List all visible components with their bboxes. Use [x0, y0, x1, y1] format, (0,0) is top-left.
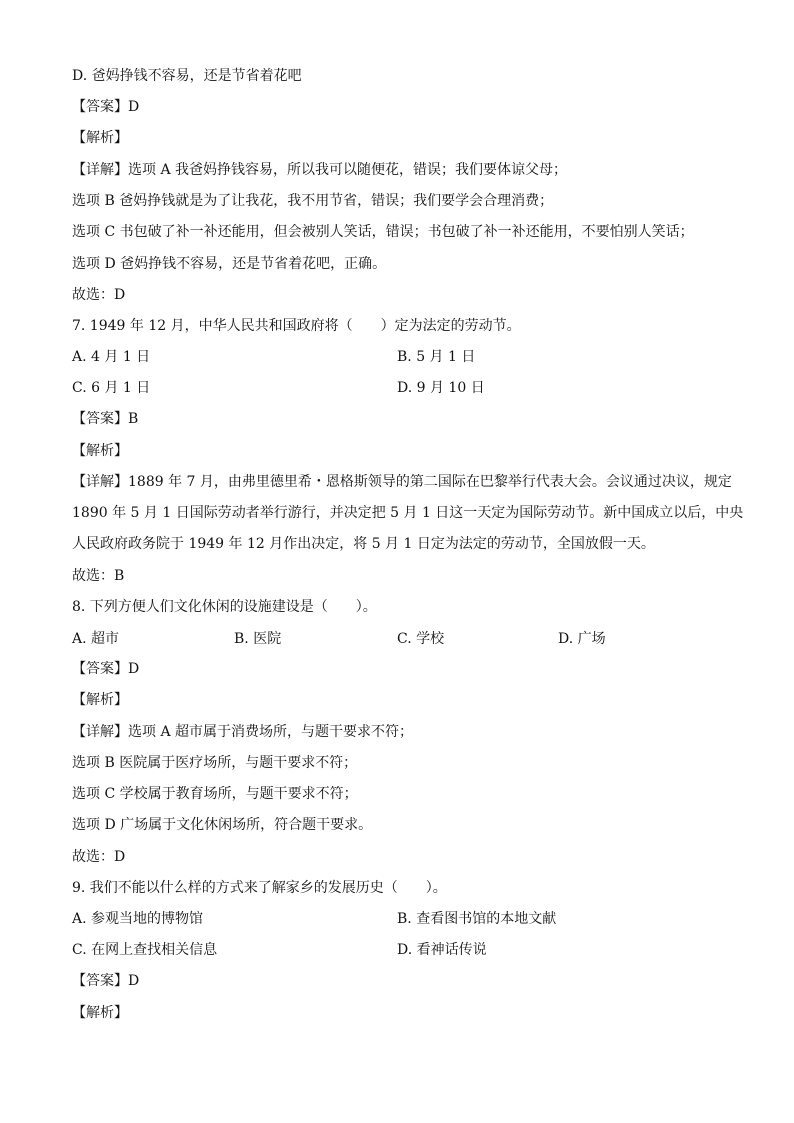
q8-detail-line: 【详解】选项 A 超市属于消费场所，与题干要求不符； — [72, 724, 414, 740]
q7-stem: 7. 1949 年 12 月，中华人民共和国政府将（ ）定为法定的劳动节。 — [72, 318, 521, 334]
q8-answer: 【答案】D — [72, 661, 140, 677]
q6-answer: 【答案】D — [72, 99, 140, 115]
q8-detail-line: 选项 C 学校属于教育场所，与题干要求不符； — [72, 786, 358, 802]
q7-option-c: C. 6 月 1 日 — [72, 380, 151, 396]
q9-option-b: B. 查看图书馆的本地文献 — [397, 911, 557, 927]
q8-option-c: C. 学校 — [397, 631, 445, 647]
q9-option-c: C. 在网上查找相关信息 — [72, 942, 218, 958]
q9-analysis-heading: 【解析】 — [72, 1005, 128, 1021]
q7-option-d: D. 9 月 10 日 — [397, 380, 485, 396]
q6-detail-line: 选项 D 爸妈挣钱不容易，还是节省着花吧，正确。 — [72, 256, 387, 272]
q8-detail-line: 选项 D 广场属于文化休闲场所，符合题干要求。 — [72, 817, 373, 833]
q6-choice: 故选：D — [72, 287, 126, 303]
q8-choice: 故选：D — [72, 849, 126, 865]
q7-choice: 故选：B — [72, 568, 125, 584]
q6-detail-line: 选项 B 爸妈挣钱就是为了让我花，我不用节省，错误；我们要学会合理消费； — [72, 193, 554, 209]
q9-option-a: A. 参观当地的博物馆 — [72, 911, 204, 927]
q6-detail-line: 【详解】选项 A 我爸妈挣钱容易，所以我可以随便花，错误；我们要体谅父母； — [72, 162, 568, 178]
q8-stem: 8. 下列方便人们文化休闲的设施建设是（ ）。 — [72, 599, 377, 615]
q8-detail-line: 选项 B 医院属于医疗场所，与题干要求不符； — [72, 755, 358, 771]
q8-option-b: B. 医院 — [234, 631, 282, 647]
q7-option-b: B. 5 月 1 日 — [397, 349, 476, 365]
q7-detail-line: 1890 年 5 月 1 日国际劳动者举行游行，并决定把 5 月 1 日这一天定为国际劳动节。新中国成立以后，中央 — [72, 505, 744, 521]
q7-option-a: A. 4 月 1 日 — [72, 349, 151, 365]
q7-detail-line: 人民政府政务院于 1949 年 12 月作出决定，将 5 月 1 日定为法定的劳动节，全国放假一天。 — [72, 536, 655, 552]
q8-analysis-heading: 【解析】 — [72, 692, 128, 708]
q9-answer: 【答案】D — [72, 973, 140, 989]
q9-stem: 9. 我们不能以什么样的方式来了解家乡的发展历史（ ）。 — [72, 880, 447, 896]
q7-answer: 【答案】B — [72, 411, 139, 427]
q7-analysis-heading: 【解析】 — [72, 443, 128, 459]
q6-detail-line: 选项 C 书包破了补一补还能用，但会被别人笑话，错误；书包破了补一补还能用，不要怕别人笑话； — [72, 224, 694, 240]
q7-detail-line: 【详解】1889 年 7 月，由弗里德里希・恩格斯领导的第二国际在巴黎举行代表大会。会议通过决议，规定 — [72, 474, 732, 490]
q6-analysis-heading: 【解析】 — [72, 130, 128, 146]
q9-option-d: D. 看神话传说 — [397, 942, 487, 958]
q8-option-d: D. 广场 — [558, 631, 606, 647]
q8-option-a: A. 超市 — [72, 631, 120, 647]
q6-option-d: D. 爸妈挣钱不容易，还是节省着花吧 — [72, 68, 302, 84]
